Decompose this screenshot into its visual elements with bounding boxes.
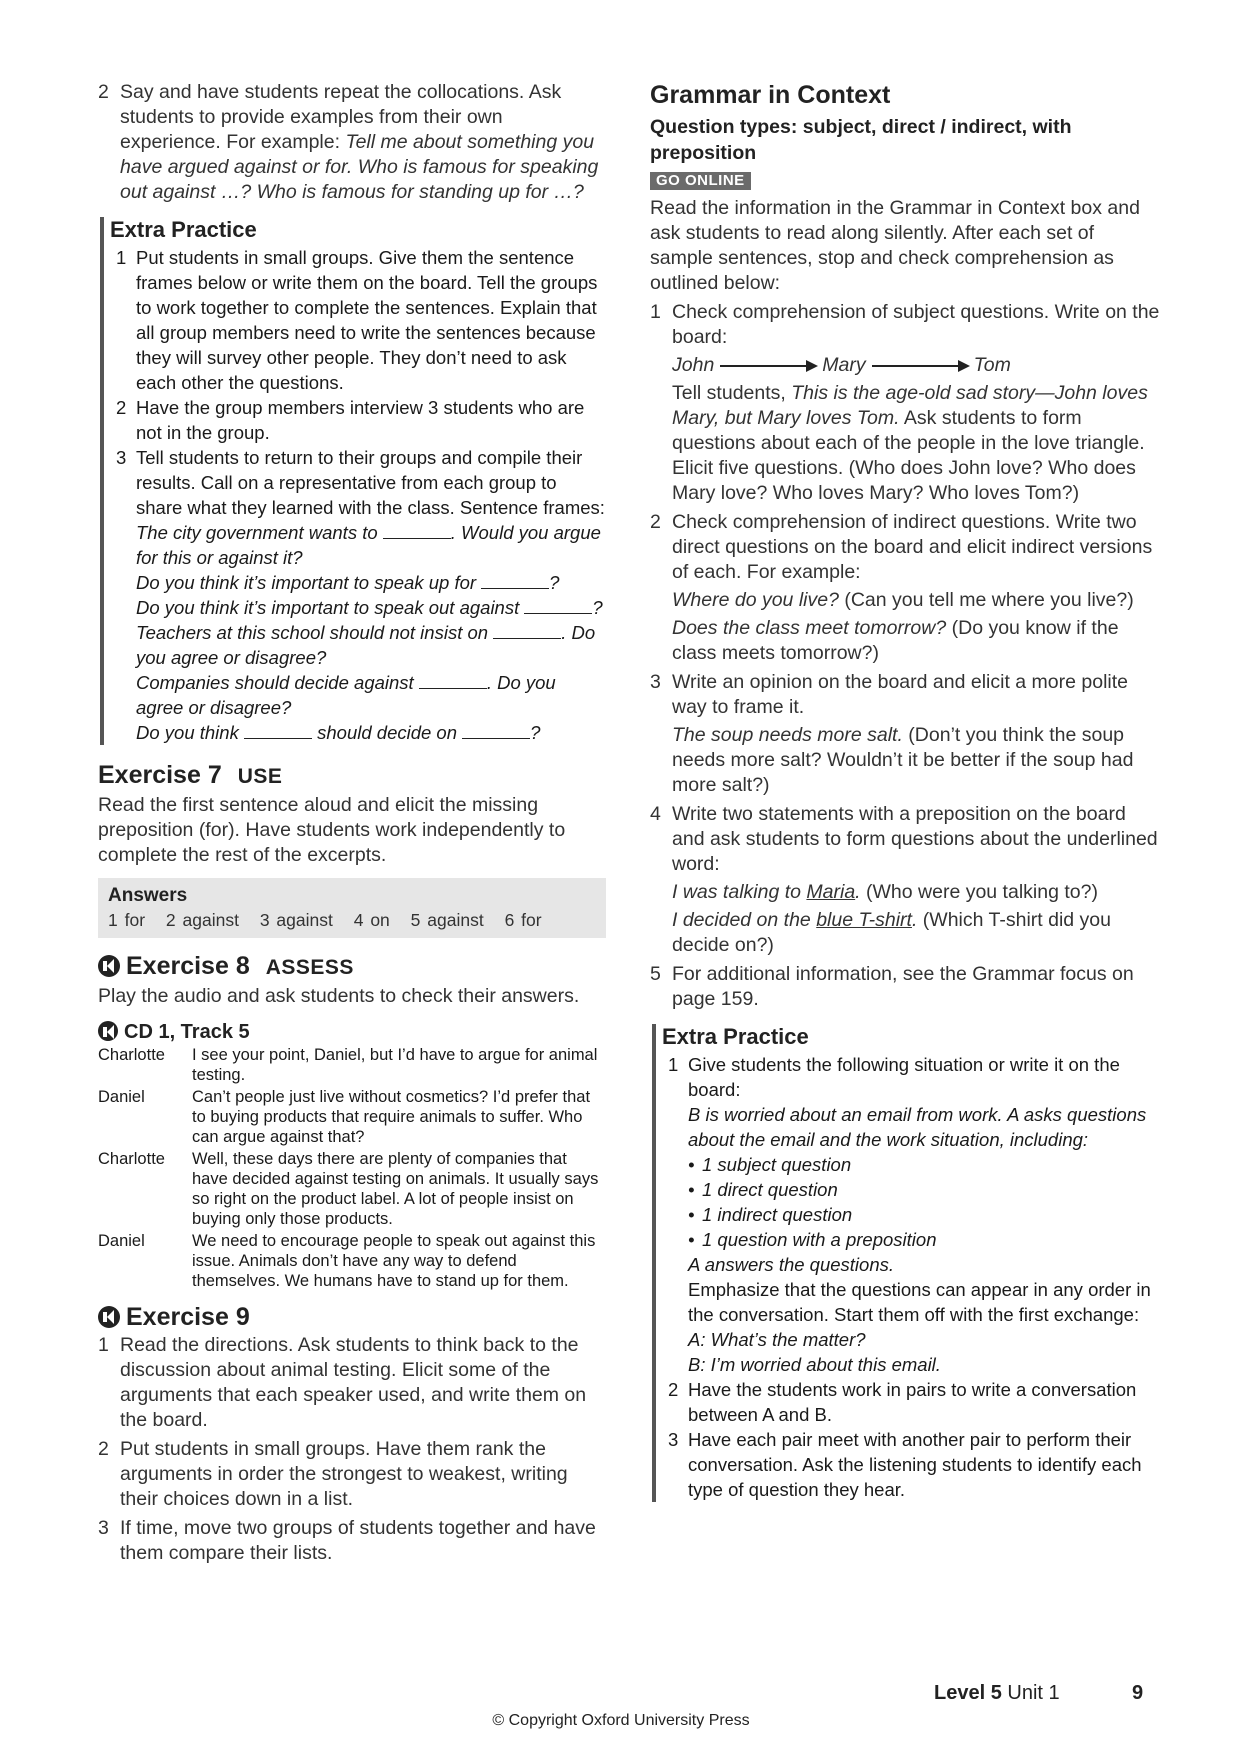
- example-line: The soup needs more salt. (Don’t you think the soup needs more salt? Wouldn’t it be better if the soup had more salt?): [672, 724, 1134, 796]
- answers-list: [108, 908, 596, 932]
- blank-line: [524, 597, 592, 614]
- item-number: 2: [650, 511, 661, 533]
- extra-practice-box: [652, 1024, 1160, 1502]
- item-number: 4: [650, 803, 661, 825]
- page-number: 9: [1132, 1682, 1144, 1704]
- list-item: • 1 indirect question: [688, 1202, 1160, 1227]
- answers-label: Answers: [108, 885, 188, 906]
- track-title: CD 1, Track 5: [98, 1019, 606, 1045]
- dialog-line: [98, 1087, 606, 1147]
- sentence-frame: Do you think should decide on ?: [136, 722, 541, 743]
- list-item: [650, 510, 1160, 666]
- list-item: [98, 1437, 606, 1512]
- item-text: Have the students work in pairs to write a conversation between A and B.: [688, 1379, 1137, 1425]
- example-line: I was talking to Maria. (Who were you talking to?): [672, 881, 1098, 903]
- name-label: John: [672, 354, 715, 376]
- situation-text: B is worried about an email from work. A asks questions about the email and the work situation, including:: [688, 1104, 1147, 1150]
- exercise-9: [98, 1301, 606, 1566]
- blank-line: [493, 622, 561, 639]
- list-item: [650, 802, 1160, 958]
- name-label: Mary: [822, 354, 866, 376]
- item-text: Have each pair meet with another pair to perform their conversation. Ask the listening students to identify each type of question they hear.: [688, 1429, 1142, 1500]
- exercise-9-title: Exercise 9: [98, 1301, 606, 1333]
- example-line: I decided on the blue T-shirt. (Which T-shirt did you decide on?): [672, 909, 1111, 956]
- audio-icon: [98, 1306, 120, 1328]
- list-item: [98, 80, 606, 205]
- item-number: 2: [98, 81, 109, 103]
- sentence-frame: Teachers at this school should not insist on . Do you agree or disagree?: [136, 622, 596, 668]
- speaker-line: Well, these days there are plenty of companies that have decided against testing on animals. It usually says so right on the product label. A lot of people insist on buying only those products.: [192, 1150, 599, 1228]
- dialog-line: [98, 1149, 606, 1229]
- speaker-name: Charlotte: [98, 1150, 165, 1168]
- grammar-in-context-title: Grammar in Context: [650, 81, 891, 109]
- exercise-8-text: Play the audio and ask students to check their answers.: [98, 985, 580, 1007]
- list-item: [650, 962, 1160, 1012]
- speaker-name: Charlotte: [98, 1046, 165, 1064]
- item-number: 1: [116, 247, 127, 268]
- extra-practice-list: [110, 245, 606, 745]
- blank-line: [481, 572, 549, 589]
- extra-practice-title: Extra Practice: [110, 217, 257, 242]
- list-item: [662, 1427, 1160, 1502]
- item-number: 3: [116, 447, 127, 468]
- list-item: [662, 1377, 1160, 1427]
- item-text: Read the directions. Ask students to think back to the discussion about animal testing. Elicit some of the arguments that each speaker used, and write them on the board.: [120, 1334, 587, 1431]
- item-number: 2: [668, 1379, 679, 1400]
- footer-level-unit: Level 5 Unit 1: [934, 1682, 1060, 1704]
- list-item: [98, 1516, 606, 1566]
- list-item: [98, 1333, 606, 1433]
- list-item: [110, 445, 606, 745]
- copyright-notice: © Copyright Oxford University Press: [492, 1712, 750, 1729]
- exercise-tag: ASSESS: [265, 956, 354, 979]
- blank-line: [462, 722, 530, 739]
- item-text: Put students in small groups. Give them the sentence frames below or write them on the board. Tell the groups to work together to complete the sentences. Explain that all group members need to write the sentences because they will survey other people. They don’t need to ask each other the questions.: [136, 247, 598, 393]
- list-item: [662, 1052, 1160, 1377]
- exercise-9-list: [98, 1333, 606, 1566]
- grammar-subtitle: Question types: subject, direct / indirect, with preposition: [650, 116, 1072, 164]
- item-text: Give students the following situation or write it on the board:: [688, 1054, 1120, 1100]
- item-text: If time, move two groups of students together and have them compare their lists.: [120, 1517, 596, 1564]
- answers-line: A answers the questions.: [688, 1254, 895, 1275]
- item-text: Have the group members interview 3 students who are not in the group.: [136, 397, 585, 443]
- speaker-line: Can’t people just live without cosmetics? I’d prefer that to buying products that require animals to suffer. Who can argue against that?: [192, 1088, 591, 1146]
- item-number: 1: [650, 301, 661, 323]
- arrow-icon: [872, 365, 968, 367]
- exercise-8-title: Exercise 8 ASSESS: [98, 950, 606, 984]
- exchange-line: B: I’m worried about this email.: [688, 1354, 941, 1375]
- item-text: For additional information, see the Grammar focus on page 159.: [672, 963, 1134, 1010]
- left-column: [98, 80, 606, 1570]
- exercise-7-text: Read the first sentence aloud and elicit the missing preposition (for). Have students work independently to complete the rest of the excerpts.: [98, 794, 566, 866]
- love-triangle-diagram: [672, 353, 1160, 378]
- sentence-frame: Companies should decide against . Do you agree or disagree?: [136, 672, 556, 718]
- arrow-icon: [720, 365, 816, 367]
- exercise-7: [98, 759, 606, 938]
- go-online-badge: GO ONLINE: [650, 172, 751, 190]
- item-text: Write two statements with a preposition on the board and ask students to form questions about the underlined word:: [672, 803, 1158, 875]
- sentence-frames: [136, 520, 606, 745]
- item-text: Write an opinion on the board and elicit a more polite way to frame it.: [672, 671, 1129, 718]
- item-number: 3: [668, 1429, 679, 1450]
- item-text: Tell students to return to their groups and compile their results. Call on a representative from each group to share what they learned with the class. Sentence frames:: [136, 447, 605, 518]
- speaker-name: Daniel: [98, 1232, 145, 1250]
- item-text: Say and have students repeat the collocations. Ask students to provide examples from their own experience. For example:: [120, 81, 562, 153]
- item-number: 1: [668, 1054, 679, 1075]
- list-item: [110, 245, 606, 395]
- speaker-line: I see your point, Daniel, but I’d have to argue for animal testing.: [192, 1046, 598, 1084]
- item-text: Check comprehension of subject questions. Write on the board:: [672, 301, 1160, 348]
- extra-practice-title: Extra Practice: [662, 1024, 809, 1049]
- list-item: [110, 395, 606, 445]
- answers-box: [98, 878, 606, 938]
- answer-item: 1 for: [108, 910, 146, 930]
- example-line: Where do you live? (Can you tell me where you live?): [672, 589, 1134, 611]
- emphasize-text: Emphasize that the questions can appear in any order in the conversation. Start them off with the first exchange:: [688, 1279, 1151, 1325]
- item-number: 3: [650, 671, 661, 693]
- list-item: • 1 direct question: [688, 1177, 1160, 1202]
- audio-icon: [98, 1021, 118, 1041]
- item-text: Check comprehension of indirect questions. Write two direct questions on the board and elicit indirect versions of each. For example:: [672, 511, 1153, 583]
- blank-line: [419, 672, 487, 689]
- sentence-frame: Do you think it’s important to speak out against ?: [136, 597, 603, 618]
- list-item: [650, 670, 1160, 798]
- blank-line: [383, 522, 451, 539]
- item-text: Put students in small groups. Have them rank the arguments in order the strongest to weakest, writing their choices down in a list.: [120, 1438, 568, 1510]
- list-item: • 1 question with a preposition: [688, 1227, 1160, 1252]
- item-number: 1: [98, 1334, 109, 1356]
- speaker-line: We need to encourage people to speak out against this issue. Animals don’t have any way to defend themselves. We humans have to stand up for them.: [192, 1232, 596, 1290]
- sentence-frame: Do you think it’s important to speak up for ?: [136, 572, 560, 593]
- dialog-line: [98, 1045, 606, 1085]
- exercise-8: [98, 950, 606, 1291]
- dialog-line: [98, 1231, 606, 1291]
- right-column: [650, 80, 1160, 1516]
- list-item: • 1 subject question: [688, 1152, 1160, 1177]
- item-number: 2: [116, 397, 127, 418]
- item-examples: Tell me about something you have argued against or for. Who is famous for speaking out against …? Who is famous for standing up for …?: [120, 131, 599, 203]
- extra-practice-list: [662, 1052, 1160, 1502]
- sentence-frame: The city government wants to . Would you argue for this or against it?: [136, 522, 601, 568]
- item-detail: Tell students, This is the age-old sad story—John loves Mary, but Mary loves Tom. Ask students to form questions about each of the people in the love triangle. Elicit five questions. (Who does John love? Who does Mary love? Who loves Mary? Who loves Tom?): [672, 382, 1148, 504]
- exercise-tag: USE: [237, 765, 283, 788]
- example-line: Does the class meet tomorrow? (Do you know if the class meets tomorrow?): [672, 617, 1119, 664]
- audio-icon: [98, 955, 120, 977]
- list-item: [650, 300, 1160, 506]
- answer-item: 2 against: [165, 910, 239, 930]
- answer-item: 6 for: [504, 910, 542, 930]
- answer-item: 5 against: [410, 910, 484, 930]
- exercise-7-title: Exercise 7 USE: [98, 761, 283, 789]
- item-number: 3: [98, 1517, 109, 1539]
- answer-item: 4 on: [353, 910, 390, 930]
- item-number: 5: [650, 963, 661, 985]
- extra-practice-box: [100, 217, 606, 745]
- question-type-list: [688, 1152, 1160, 1252]
- grammar-steps: [650, 300, 1160, 1012]
- speaker-name: Daniel: [98, 1088, 145, 1106]
- audio-script: [98, 1045, 606, 1291]
- blank-line: [244, 722, 312, 739]
- item-number: 2: [98, 1438, 109, 1460]
- name-label: Tom: [973, 354, 1011, 376]
- intro-list: [98, 80, 606, 205]
- grammar-intro: Read the information in the Grammar in Context box and ask students to read along silently. After each set of sample sentences, stop and check comprehension as outlined below:: [650, 197, 1140, 294]
- exchange-line: A: What’s the matter?: [688, 1329, 866, 1350]
- answer-item: 3 against: [259, 910, 333, 930]
